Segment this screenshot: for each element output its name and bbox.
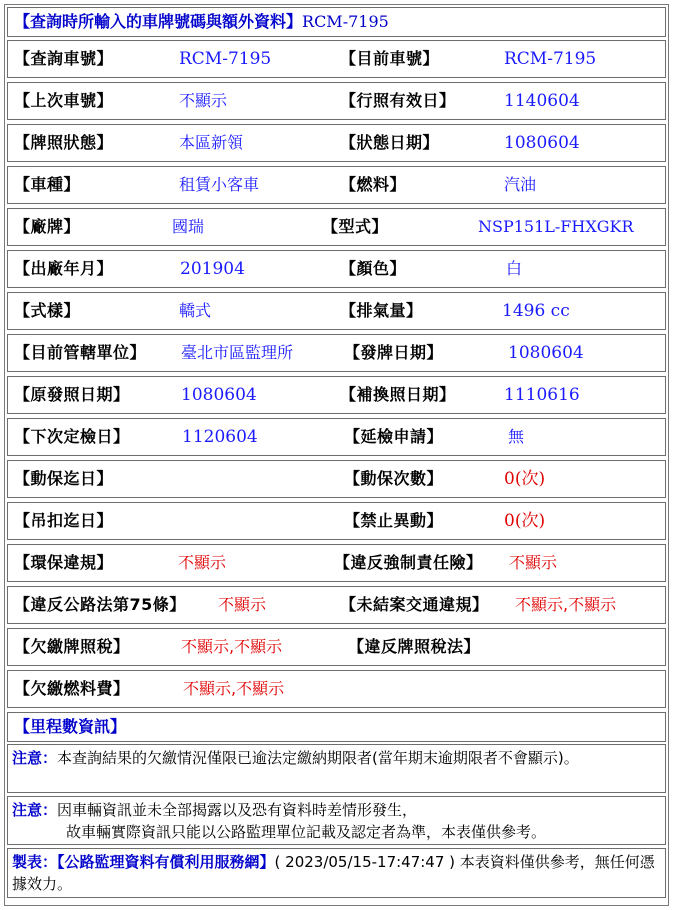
note-disclaimer-text-2: 故車輛實際資訊只能以公路監理單位記載及認定者為準，本表僅供參考。: [66, 823, 547, 841]
footer-source: 【公路監理資料有償利用服務網】: [57, 853, 275, 871]
row-manufacture-date: [7, 250, 666, 288]
row-next-inspection: [7, 418, 666, 456]
label-transfer-ban: 【禁止異動】: [344, 511, 444, 530]
row-unpaid-license-tax: [7, 628, 666, 666]
note-overdue-head: 注意：: [12, 749, 58, 767]
footer-head: 製表：: [12, 853, 58, 871]
value-issue-date: 1080604: [508, 343, 584, 363]
label-lien-count: 【動保次數】: [344, 469, 444, 488]
label-plate-status: 【牌照狀態】: [14, 133, 114, 152]
note-disclaimer-text: 因車輛資訊並未全部揭露以及恐有資料時差情形發生，: [57, 801, 418, 819]
query-title-bar: [7, 7, 666, 37]
row-plate: [7, 40, 666, 78]
value-insurance-violation: 不顯示: [509, 553, 558, 572]
label-manufacture-date: 【出廠年月】: [14, 259, 114, 278]
label-current-plate: 【目前車號】: [340, 49, 440, 68]
value-highway-act-violation: 不顯示: [218, 595, 267, 614]
value-original-license-date: 1080604: [181, 385, 257, 405]
value-unpaid-fuel-fee: 不顯示,不顯示: [183, 679, 285, 698]
label-next-inspection: 【下次定檢日】: [14, 427, 130, 446]
note-disclaimer-head: 注意：: [12, 801, 58, 819]
label-insurance-violation: 【違反強制責任險】: [334, 553, 483, 572]
value-body-style: 轎式: [179, 301, 212, 320]
value-vehicle-type: 租賃小客車: [179, 175, 260, 194]
label-unsettled-traffic-violation: 【未結案交通違規】: [340, 595, 489, 614]
note-disclaimer: [7, 796, 666, 845]
label-model: 【型式】: [322, 217, 389, 236]
label-highway-act-violation: 【違反公路法第75條】: [14, 595, 186, 614]
value-displacement: 1496 cc: [502, 301, 570, 321]
label-brand: 【廠牌】: [14, 217, 81, 236]
row-vehicle-type: [7, 166, 666, 204]
row-jurisdiction: [7, 334, 666, 372]
label-unpaid-fuel-fee: 【欠繳燃料費】: [14, 679, 130, 698]
query-title-plate: RCM-7195: [302, 12, 389, 31]
label-original-license-date: 【原發照日期】: [14, 385, 130, 404]
footer: [7, 848, 666, 898]
value-color: 白: [506, 259, 523, 278]
row-plate-status: [7, 124, 666, 162]
row-env-violation: [7, 544, 666, 582]
value-lien-count: 0(次): [504, 469, 546, 489]
value-env-violation: 不顯示: [178, 553, 227, 572]
label-inspection-extension: 【延檢申請】: [344, 427, 444, 446]
query-title: [14, 8, 389, 36]
label-suspension-end: 【吊扣迄日】: [14, 511, 114, 530]
value-transfer-ban: 0(次): [504, 511, 546, 531]
mileage-section: [7, 712, 666, 742]
label-vehicle-type: 【車種】: [14, 175, 81, 194]
value-plate-status: 本區新領: [179, 133, 244, 152]
row-previous-plate: [7, 82, 666, 120]
row-brand: [7, 208, 666, 246]
row-suspension-end: [7, 502, 666, 540]
label-body-style: 【式樣】: [14, 301, 81, 320]
label-env-violation: 【環保違規】: [14, 553, 114, 572]
footer-text: ( 2023/05/15-17:47:47 ) 本表資料僅供參考，無任何憑據效力。: [12, 853, 655, 893]
row-highway-act-violation: [7, 586, 666, 624]
value-unsettled-traffic-violation: 不顯示,不顯示: [515, 595, 617, 614]
value-status-date: 1080604: [504, 133, 580, 153]
label-previous-plate: 【上次車號】: [14, 91, 114, 110]
row-body-style: [7, 292, 666, 330]
value-jurisdiction: 臺北市區監理所: [181, 343, 294, 362]
note-overdue-text: 本查詢結果的欠繳情況僅限已逾法定繳納期限者(當年期末逾期限者不會顯示)。: [57, 749, 579, 767]
value-query-plate: RCM-7195: [179, 49, 272, 69]
value-manufacture-date: 201904: [180, 259, 245, 279]
value-unpaid-license-tax: 不顯示,不顯示: [181, 637, 283, 656]
label-license-tax-violation: 【違反牌照稅法】: [348, 637, 481, 656]
label-query-plate: 【查詢車號】: [14, 49, 114, 68]
query-title-label: 【查詢時所輸入的車牌號碼與額外資料】: [14, 12, 303, 31]
row-lien-end: [7, 460, 666, 498]
label-color: 【顏色】: [340, 259, 407, 278]
value-next-inspection: 1120604: [182, 427, 258, 447]
label-displacement: 【排氣量】: [340, 301, 423, 320]
label-fuel: 【燃料】: [340, 175, 407, 194]
value-model: NSP151L-FHXGKR: [478, 217, 634, 236]
label-reissue-date: 【補換照日期】: [340, 385, 456, 404]
value-license-valid-date: 1140604: [504, 91, 580, 111]
row-original-license-date: [7, 376, 666, 414]
label-lien-end: 【動保迄日】: [14, 469, 114, 488]
row-unpaid-fuel-fee: [7, 670, 666, 708]
label-jurisdiction: 【目前管轄單位】: [14, 343, 147, 362]
value-current-plate: RCM-7195: [504, 49, 597, 69]
value-fuel: 汽油: [504, 175, 537, 194]
label-unpaid-license-tax: 【欠繳牌照稅】: [14, 637, 130, 656]
value-previous-plate: 不顯示: [179, 91, 228, 110]
value-reissue-date: 1110616: [504, 385, 580, 405]
mileage-title: 【里程數資訊】: [14, 717, 127, 736]
label-status-date: 【狀態日期】: [340, 133, 440, 152]
value-inspection-extension: 無: [508, 427, 525, 446]
note-overdue: [7, 744, 666, 793]
label-license-valid-date: 【行照有效日】: [340, 91, 456, 110]
value-brand: 國瑞: [172, 217, 205, 236]
label-issue-date: 【發牌日期】: [344, 343, 444, 362]
